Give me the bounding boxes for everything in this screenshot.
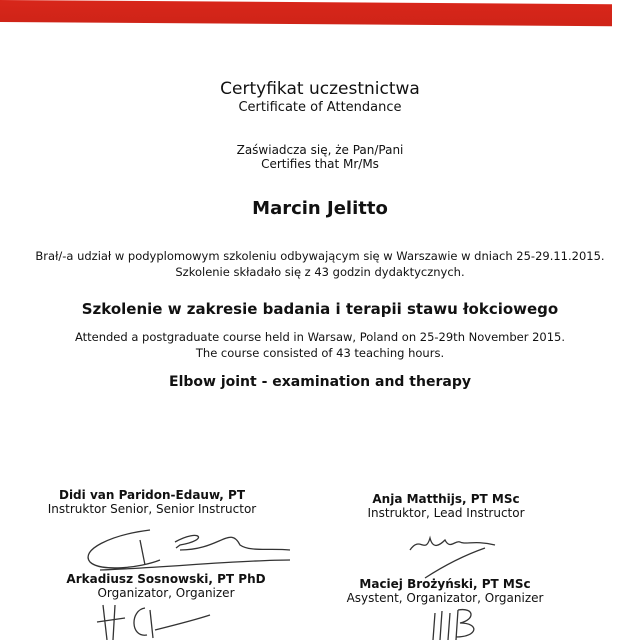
signatory-role: Instruktor, Lead Instructor xyxy=(367,506,525,520)
signature-1 xyxy=(80,520,300,580)
statement-pl-1: Brał/-a udział w podyplomowym szkoleniu odbywającym się w Warszawie w dniach 25-29.11.2015. xyxy=(35,249,605,263)
signatory-name: Maciej Brożyński, PT MSc xyxy=(359,577,531,591)
signatory-4 xyxy=(305,577,585,605)
signatory-2 xyxy=(306,492,586,520)
certifies-en: Certifies that Mr/Ms xyxy=(261,157,379,171)
signatory-name: Didi van Paridon-Edauw, PT xyxy=(58,488,246,502)
signatory-1 xyxy=(12,488,292,516)
course-title-en: Elbow joint - examination and therapy xyxy=(169,374,471,390)
title-en: Certificate of Attendance xyxy=(238,100,402,115)
signature-3 xyxy=(95,600,215,640)
recipient-name: Marcin Jelitto xyxy=(252,198,388,219)
signatory-name: Arkadiusz Sosnowski, PT PhD xyxy=(66,572,266,586)
signatory-role: Organizator, Organizer xyxy=(97,586,235,600)
header-banner xyxy=(0,0,612,26)
statement-en-1: Attended a postgraduate course held in Warsaw, Poland on 25-29th November 2015. xyxy=(74,330,566,344)
statement-pl-2: Szkolenie składało się z 43 godzin dydaktycznych. xyxy=(175,265,465,279)
course-title-pl: Szkolenie w zakresie badania i terapii stawu łokciowego xyxy=(81,300,559,318)
signatory-name: Anja Matthijs, PT MSc xyxy=(372,492,520,506)
title-pl: Certyfikat uczestnictwa xyxy=(220,79,420,99)
signatory-role: Asystent, Organizator, Organizer xyxy=(346,591,544,605)
signature-4 xyxy=(430,605,490,640)
signature-2 xyxy=(405,530,505,580)
signatory-role: Instruktor Senior, Senior Instructor xyxy=(47,502,257,516)
statement-en-2: The course consisted of 43 teaching hours. xyxy=(195,346,445,360)
certifies-pl: Zaświadcza się, że Pan/Pani xyxy=(236,143,404,157)
